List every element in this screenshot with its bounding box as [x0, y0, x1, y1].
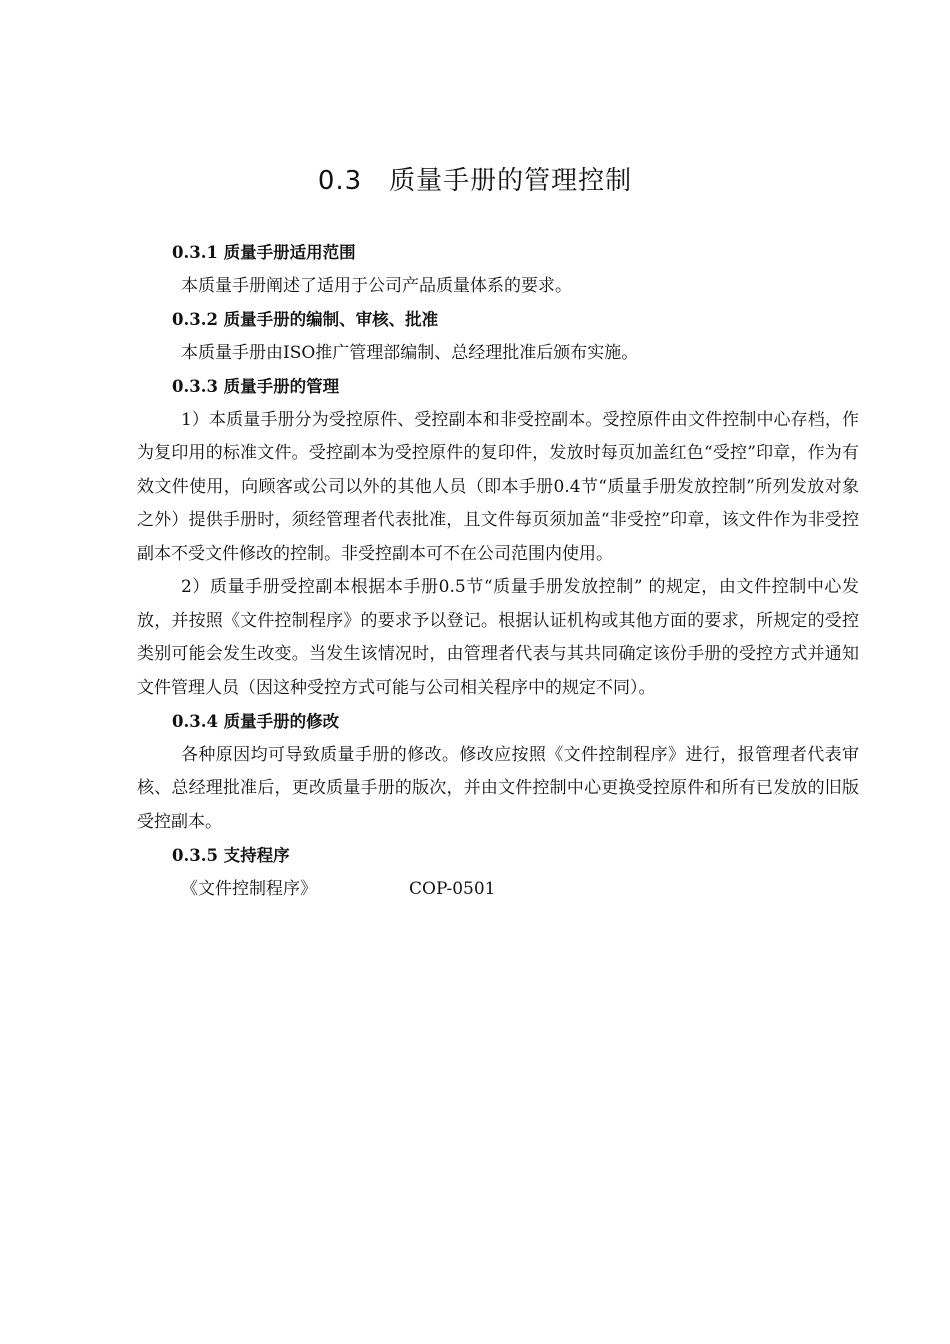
- paragraph: 本质量手册阐述了适用于公司产品质量体系的要求。: [181, 275, 572, 296]
- paragraph: 本质量手册由ISO推广管理部编制、总经理批准后颁布实施。: [181, 342, 639, 363]
- paragraph: 2）质量手册受控副本根据本手册0.5节“质量手册发放控制” 的规定，由文件控制中心发放，并按照《文件控制程序》的要求予以登记。根据认证机构或其他方面的要求，所规定的受控类别可能会发生改变。当发生该情况时，由管理者代表与其共同确定该份手册的受控方式并通知文件管理人员（因这种受控方式可能与公司相关程序中的规定不同）。: [137, 577, 859, 698]
- section-heading-0-3-5: 0.3.5 支持程序: [172, 846, 290, 865]
- paragraph: 1）本质量手册分为受控原件、受控副本和非受控副本。受控原件由文件控制中心存档，作为复印用的标准文件。受控副本为受控原件的复印件，发放时每页加盖红色“受控”印章，作为有效文件使用，向顾客或公司以外的其他人员（即本手册0.4节“质量手册发放控制”所列发放对象之外）提供手册时，须经管理者代表批准，且文件每页须加盖“非受控”印章，该文件作为非受控副本不受文件修改的控制。非受控副本可不在公司范围内使用。: [137, 409, 859, 564]
- section-heading-0-3-4: 0.3.4 质量手册的修改: [172, 712, 340, 731]
- procedure-code: COP-0501: [409, 878, 496, 899]
- paragraph: 各种原因均可导致质量手册的修改。修改应按照《文件控制程序》进行，报管理者代表审核、总经理批准后，更改质量手册的版次，并由文件控制中心更换受控原件和所有已发放的旧版受控副本。: [137, 744, 859, 832]
- procedure-reference: [137, 873, 859, 907]
- page-title: 0.3 质量手册的管理控制: [317, 166, 633, 196]
- document-body: [137, 236, 859, 906]
- section-heading-0-3-2: 0.3.2 质量手册的编制、审核、批准: [172, 310, 439, 329]
- section-heading-0-3-1: 0.3.1 质量手册适用范围: [172, 243, 356, 262]
- section-heading-0-3-3: 0.3.3 质量手册的管理: [172, 377, 340, 396]
- procedure-name: 《文件控制程序》: [181, 878, 317, 899]
